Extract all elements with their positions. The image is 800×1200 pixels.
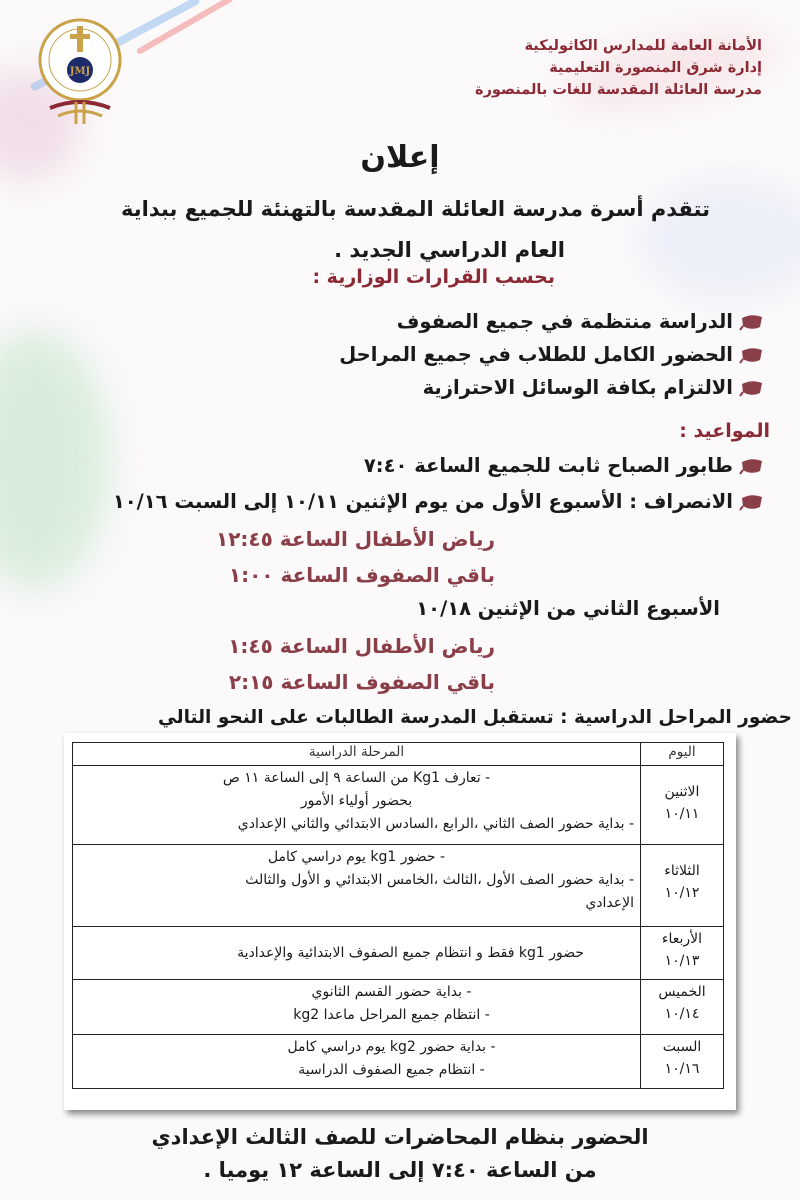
scroll-bullet-icon — [739, 312, 765, 332]
intro-line-2: العام الدراسي الجديد . — [334, 238, 565, 262]
stage-cell — [73, 927, 641, 980]
day-date: ١٠/١٤ — [664, 1006, 700, 1022]
stage-line: حضور kg1 فقط و انتظام جميع الصفوف الابتدائية والإعدادية — [237, 944, 584, 961]
decision-text: الالتزام بكافة الوسائل الاحترازية — [422, 376, 733, 399]
scroll-bullet-icon — [739, 492, 765, 512]
table-row — [73, 1035, 724, 1089]
day-cell — [641, 980, 724, 1035]
attendance-heading: حضور المراحل الدراسية : تستقبل المدرسة الطالبات على النحو التالي — [157, 707, 792, 728]
day-date: ١٠/١١ — [664, 806, 700, 822]
day-name: الثلاثاء — [664, 863, 700, 879]
morning-text: طابور الصباح ثابت للجميع الساعة ٧:٤٠ — [363, 454, 733, 477]
svg-text:JMJ: JMJ — [69, 66, 91, 77]
stage-line: - بداية حضور الصف الأول ،الثالث ،الخامس الابتدائي و الأول والثالث — [245, 872, 634, 888]
attendance-table-card — [64, 733, 736, 1110]
week2-heading: الأسبوع الثاني من الإثنين ١٠/١٨ — [416, 597, 720, 620]
table-row — [73, 766, 724, 845]
header-line-3: مدرسة العائلة المقدسة للغات بالمنصورة — [475, 82, 762, 98]
decision-item — [397, 310, 765, 333]
stage-line: - بداية حضور kg2 يوم دراسي كامل — [287, 1039, 496, 1055]
stage-cell — [73, 845, 641, 927]
stage-cell — [73, 980, 641, 1035]
week1-rest-time: باقي الصفوف الساعة ١:٠٠ — [228, 563, 495, 587]
scroll-bullet-icon — [739, 456, 765, 476]
footer-line-1: الحضور بنظام المحاضرات للصف الثالث الإعدادي — [151, 1125, 649, 1149]
decision-item — [339, 343, 765, 366]
footer-line-2: من الساعة ٧:٤٠ إلى الساعة ١٢ يوميا . — [203, 1158, 597, 1182]
decision-text: الدراسة منتظمة في جميع الصفوف — [396, 310, 733, 333]
day-cell — [641, 845, 724, 927]
day-date: ١٠/١٦ — [664, 1061, 700, 1077]
week2-kg-time: رياض الأطفال الساعة ١:٤٥ — [228, 634, 495, 658]
day-date: ١٠/١٣ — [664, 953, 700, 969]
stage-line: - انتظام جميع الصفوف الدراسية — [298, 1062, 485, 1078]
table-row — [73, 845, 724, 927]
col-day-header: اليوم — [641, 743, 724, 766]
day-name: السبت — [662, 1039, 702, 1055]
day-date: ١٠/١٢ — [664, 885, 700, 901]
page-title: إعلان — [360, 140, 440, 175]
week1-kg-time: رياض الأطفال الساعة ١٢:٤٥ — [215, 527, 495, 551]
header-line-1: الأمانة العامة للمدارس الكاثوليكية — [524, 38, 762, 54]
scroll-bullet-icon — [739, 345, 765, 365]
morning-line — [364, 454, 765, 477]
week2-rest-time: باقي الصفوف الساعة ٢:١٥ — [228, 670, 495, 694]
day-cell — [641, 927, 724, 980]
col-stage-header: المرحلة الدراسية — [73, 743, 641, 766]
table-header-row — [73, 743, 724, 766]
stage-line: بحضور أولياء الأمور — [300, 793, 413, 809]
stage-line: - بداية حضور الصف الثاني ،الرابع ،السادس الابتدائي والثاني الإعدادي — [237, 816, 634, 832]
decision-item — [423, 376, 765, 399]
schedule-heading: المواعيد : — [679, 420, 770, 442]
decision-text: الحضور الكامل للطلاب في جميع المراحل — [339, 343, 733, 366]
school-logo-icon — [30, 12, 130, 128]
school-header — [475, 35, 762, 101]
attendance-table — [72, 742, 724, 1089]
table-row — [73, 980, 724, 1035]
day-cell — [641, 1035, 724, 1089]
stage-line: الإعدادي — [585, 895, 634, 911]
stage-line: - تعارف Kg1 من الساعة ٩ إلى الساعة ١١ ص — [222, 770, 491, 786]
dismissal-line — [113, 490, 765, 513]
dismissal-text: الانصراف : الأسبوع الأول من يوم الإثنين ١٠/١١ إلى السبت ١٠/١٦ — [112, 490, 733, 513]
table-row — [73, 927, 724, 980]
scroll-bullet-icon — [739, 378, 765, 398]
day-name: الاثنين — [664, 784, 700, 800]
decisions-heading: بحسب القرارات الوزارية : — [312, 266, 555, 288]
day-name: الخميس — [658, 984, 706, 1000]
intro-line-1: تتقدم أسرة مدرسة العائلة المقدسة بالتهنئة للجميع ببداية — [121, 197, 710, 221]
stage-line: - بداية حضور القسم الثانوي — [311, 984, 472, 1000]
day-name: الأربعاء — [661, 931, 703, 947]
green-splash — [0, 330, 110, 590]
stage-cell — [73, 766, 641, 845]
header-line-2: إدارة شرق المنصورة التعليمية — [549, 60, 762, 76]
stage-line: - انتظام جميع المراحل ماعدا kg2 — [293, 1007, 490, 1023]
stage-cell — [73, 1035, 641, 1089]
stage-line: - حضور kg1 يوم دراسي كامل — [267, 849, 446, 865]
day-cell — [641, 766, 724, 845]
